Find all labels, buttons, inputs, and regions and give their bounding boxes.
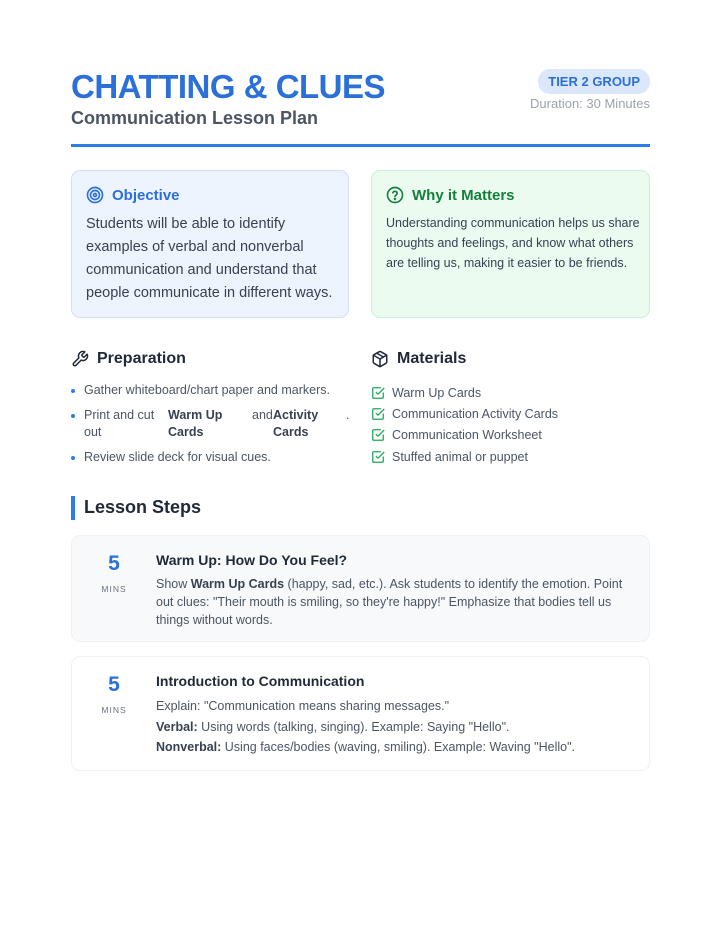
- list-item: [371, 382, 651, 403]
- prep-text: and: [252, 408, 273, 422]
- page-subtitle: Communication Lesson Plan: [71, 108, 319, 128]
- materials-heading-label: Materials: [397, 350, 467, 367]
- materials-list: [371, 382, 651, 467]
- checkbox-checked-icon: [371, 407, 385, 421]
- step-minutes: 5: [108, 673, 120, 696]
- section-accent-bar: [71, 496, 75, 520]
- page-header: [71, 68, 650, 148]
- step-minutes-label: MINS: [101, 584, 127, 594]
- prep-text: Print and cut out: [84, 408, 155, 439]
- list-item: [371, 446, 651, 467]
- list-item: [71, 407, 351, 441]
- wrench-icon: [71, 350, 89, 368]
- objective-card: [71, 170, 349, 318]
- material-label: Stuffed animal or puppet: [392, 449, 528, 464]
- step-line: Verbal: Using words (talking, singing). Example: Saying "Hello".: [156, 719, 510, 734]
- objective-text: Students will be able to identify examples of verbal and nonverbal communication and understand that people communicate in different ways.: [86, 216, 333, 301]
- duration-label: Duration: 30 Minutes: [530, 96, 650, 111]
- step-line: Nonverbal: Using faces/bodies (waving, smiling). Example: Waving "Hello".: [156, 740, 575, 754]
- step-description: Show Warm Up Cards (happy, sad, etc.). Ask students to identify the emotion. Point out clues: "Their mouth is smiling, so they're happy!" Emphasize that bodies tell us things without words.: [156, 577, 623, 627]
- box-icon: [371, 350, 389, 368]
- step-description: [156, 696, 634, 758]
- tier-badge: TIER 2 GROUP: [538, 69, 650, 94]
- materials-heading: [371, 350, 466, 368]
- preparation-heading-label: Preparation: [97, 350, 186, 367]
- why-matters-text: Understanding communication helps us share thoughts and feelings, and know what others are telling us, making it easier to be friends.: [386, 216, 640, 270]
- prep-text: .: [346, 408, 350, 422]
- question-circle-icon: [386, 186, 404, 204]
- step-title: Introduction to Communication: [156, 673, 365, 689]
- step-line: Explain: "Communication means sharing messages.": [156, 699, 450, 713]
- list-item: [371, 425, 651, 446]
- material-label: Communication Activity Cards: [392, 406, 559, 421]
- preparation-heading: [71, 350, 186, 368]
- step-minutes-label: MINS: [101, 705, 127, 715]
- lesson-step-card: [71, 656, 650, 771]
- lesson-steps-heading: Lesson Steps: [84, 497, 202, 517]
- why-matters-heading-label: Why it Matters: [412, 186, 515, 204]
- list-item: [371, 403, 651, 424]
- checkbox-checked-icon: [371, 450, 385, 464]
- material-label: Warm Up Cards: [392, 385, 482, 400]
- step-minutes: 5: [108, 552, 120, 575]
- checkbox-checked-icon: [371, 428, 385, 442]
- step-title: Warm Up: How Do You Feel?: [156, 552, 348, 568]
- objective-heading-label: Objective: [112, 186, 180, 204]
- objective-heading: [86, 186, 180, 204]
- list-item: Gather whiteboard/chart paper and markers.: [71, 382, 351, 399]
- why-matters-heading: [386, 186, 515, 204]
- prep-bold-text: Warm Up Cards: [168, 408, 223, 439]
- material-label: Communication Worksheet: [392, 428, 542, 443]
- list-item: Review slide deck for visual cues.: [71, 449, 351, 466]
- lesson-step-card: [71, 535, 650, 642]
- target-icon: [86, 186, 104, 204]
- prep-bold-text: Activity Cards: [273, 408, 319, 439]
- page-title: CHATTING & CLUES: [71, 68, 386, 105]
- checkbox-checked-icon: [371, 386, 385, 400]
- why-matters-card: [371, 170, 650, 318]
- header-divider: [71, 144, 650, 147]
- preparation-list: [71, 382, 351, 466]
